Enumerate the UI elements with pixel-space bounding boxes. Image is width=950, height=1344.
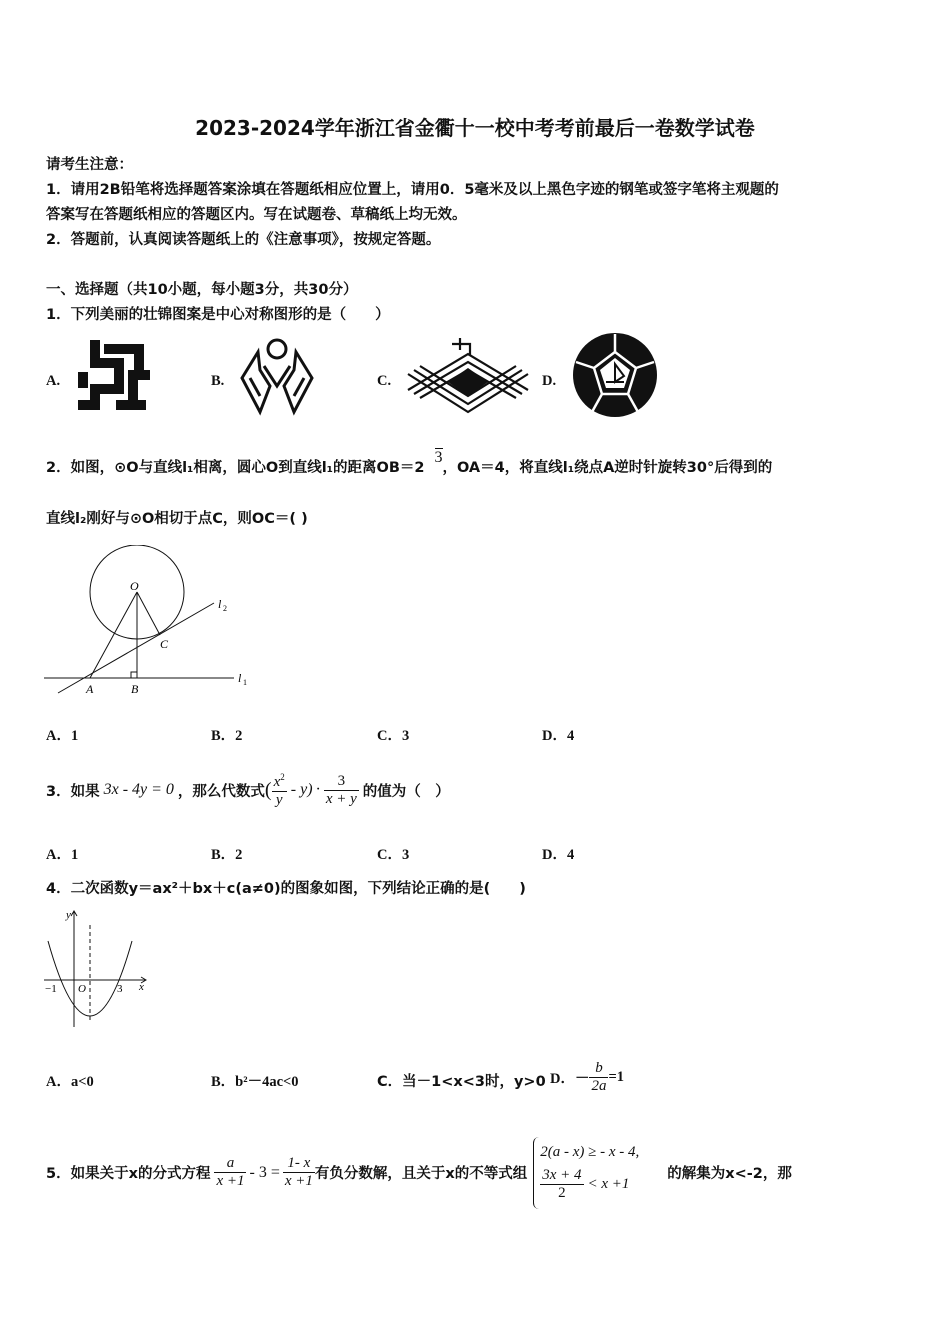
q1-label-d: D. <box>542 373 557 389</box>
q5-stem: 5．如果关于x的分式方程 $\frac{a}{x +1}$ - 3 = $\frac{1- x}{x +1}$ 有负分数解，且关于x的不等式组 2(a - x) ≥ - x - 4, $\frac{3x + 4}{2}$ < x +1 的解集为x<-2，那 <box>46 1125 792 1220</box>
label-l2-sub: 2 <box>223 604 227 613</box>
q4-option-c: C．当－1<x<3时，y>0 <box>377 1074 546 1090</box>
q3-option-a: A．1 <box>46 847 79 863</box>
q1-stem: 1．下列美丽的壮锦图案是中心对称图形的是（ ） <box>46 307 390 323</box>
q5-fraction-1: $\frac{a}{x +1}$ <box>216 1155 245 1189</box>
axis-x-label: x <box>139 981 144 993</box>
root-neg1-label: −1 <box>45 983 57 995</box>
pattern-d-icon <box>572 332 658 418</box>
label-a: A <box>86 682 94 696</box>
pattern-b-icon <box>238 336 316 416</box>
label-b: B <box>131 682 139 696</box>
q3-option-b: B．2 <box>211 847 243 863</box>
label-o: O <box>130 579 139 593</box>
q1-label-c: C. <box>377 373 392 389</box>
pattern-a-icon <box>76 338 152 414</box>
q4-parabola-figure <box>40 905 155 1030</box>
q2-option-d: D．4 <box>542 728 575 744</box>
q1-label-a: A. <box>46 373 61 389</box>
label-c: C <box>160 637 169 651</box>
notice-line-3: 2．答题前，认真阅读答题纸上的《注意事项》，按规定答题。 <box>46 232 441 248</box>
q3-condition: 3x - 4y = 0 <box>103 781 174 798</box>
origin-label: O <box>78 983 86 995</box>
q3-stem: 3．如果 3x - 4y = 0 ，那么代数式 ( $\frac{x^2}{y}$ - y) · $\frac{3}{x + y}$ 的值为（ ） <box>46 771 450 808</box>
q4-option-a: A．a<0 <box>46 1074 94 1090</box>
q4-option-d-fraction: $\frac{b}{2a}$ <box>591 1059 607 1094</box>
notice-line-2: 答案写在答题纸相应的答题区内。写在试题卷、草稿纸上均无效。 <box>46 207 467 223</box>
notice-heading: 请考生注意： <box>46 157 133 173</box>
axis-y-label: y <box>66 909 71 921</box>
q4-stem: 4．二次函数y＝ax²＋bx＋c(a≠0)的图象如图，下列结论正确的是( ) <box>46 881 526 897</box>
q5-inequality-fraction: $\frac{3x + 4}{2}$ <box>542 1166 582 1201</box>
q2-option-c: C．3 <box>377 728 410 744</box>
label-l2: l <box>218 597 222 611</box>
q4-option-b: B．b²－4ac<0 <box>211 1074 299 1090</box>
sqrt-value: 3 <box>434 449 443 466</box>
label-l1-sub: 1 <box>243 678 247 687</box>
q2-option-b: B．2 <box>211 728 243 744</box>
q4-option-d: D．－ $\frac{b}{2a}$ =1 <box>550 1059 624 1094</box>
q2-option-a: A．1 <box>46 728 79 744</box>
root-3-label: 3 <box>117 983 123 995</box>
q2-stem-line2: 直线l₂刚好与⊙O相切于点C，则OC＝( ) <box>46 511 308 527</box>
q3-fraction-1: $\frac{x^2}{y}$ <box>273 771 285 808</box>
pattern-c-icon <box>404 334 532 416</box>
q2-geometry-figure <box>40 545 260 700</box>
q5-inequality-system: 2(a - x) ≥ - x - 4, $\frac{3x + 4}{2}$ < x +1 <box>533 1137 639 1209</box>
q3-fraction-2: $\frac{3}{x + y}$ <box>325 772 357 807</box>
page-title: 2023-2024学年浙江省金衢十一校中考考前最后一卷数学试卷 <box>195 116 755 140</box>
section-heading: 一、选择题（共10小题，每小题3分，共30分） <box>46 282 358 298</box>
q3-option-d: D．4 <box>542 847 575 863</box>
notice-line-1: 1．请用2B铅笔将选择题答案涂填在答题纸相应位置上，请用0．5毫米及以上黑色字迹的钢笔或签字笔将主观题的 <box>46 182 779 198</box>
q3-option-c: C．3 <box>377 847 410 863</box>
q2-stem-line1: 2．如图，⊙O与直线l₁相离，圆心O到直线l₁的距离OB＝23，OA＝4，将直线l₁绕点A逆时针旋转30°后得到的 <box>46 449 773 476</box>
q5-fraction-2: $\frac{1- x}{x +1}$ <box>284 1155 313 1189</box>
q1-label-b: B. <box>211 373 225 389</box>
label-l1: l <box>238 671 242 685</box>
